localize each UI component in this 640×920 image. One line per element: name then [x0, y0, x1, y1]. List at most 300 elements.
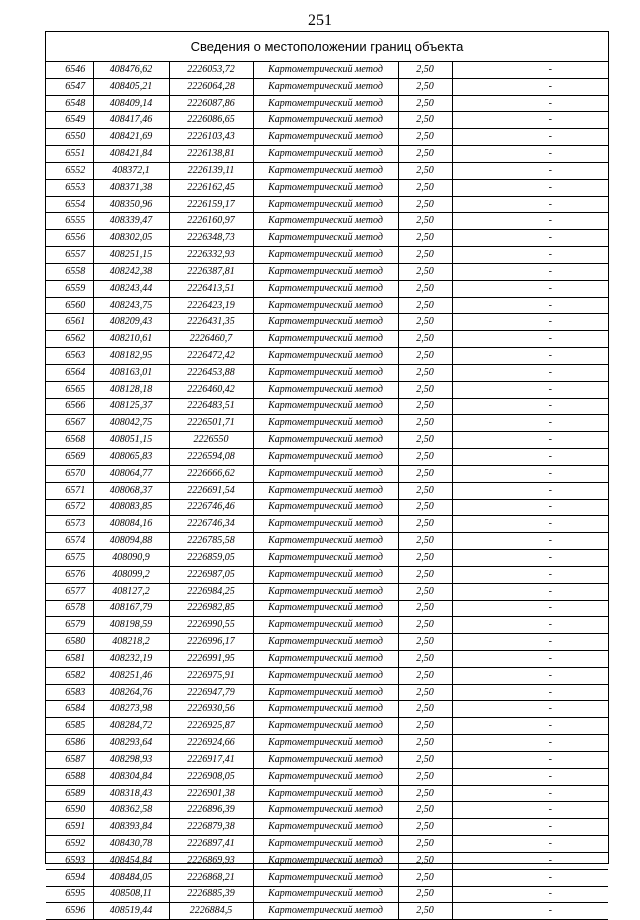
- accuracy-cell: 2,50: [398, 735, 452, 752]
- table-row: [46, 62, 608, 78]
- x-coordinate-cell: 408243,75: [93, 297, 169, 314]
- x-coordinate-cell: 408417,46: [93, 112, 169, 129]
- point-number-cell: 6563: [46, 348, 93, 365]
- y-coordinate-cell: 2226987,05: [169, 566, 253, 583]
- accuracy-cell: 2,50: [398, 95, 452, 112]
- y-coordinate-cell: 2226975,91: [169, 667, 253, 684]
- point-number-cell: 6553: [46, 179, 93, 196]
- point-number-cell: 6564: [46, 364, 93, 381]
- note-cell: -: [452, 634, 608, 651]
- note-cell: -: [452, 213, 608, 230]
- accuracy-cell: 2,50: [398, 869, 452, 886]
- x-coordinate-cell: 408251,15: [93, 247, 169, 264]
- point-number-cell: 6559: [46, 280, 93, 297]
- note-cell: -: [452, 129, 608, 146]
- y-coordinate-cell: 2226103,43: [169, 129, 253, 146]
- point-number-cell: 6592: [46, 836, 93, 853]
- note-cell: -: [452, 684, 608, 701]
- table-row: [46, 751, 608, 768]
- y-coordinate-cell: 2226859,05: [169, 550, 253, 567]
- table-row: [46, 533, 608, 550]
- x-coordinate-cell: 408232,19: [93, 650, 169, 667]
- table-row: [46, 819, 608, 836]
- note-cell: -: [452, 550, 608, 567]
- method-cell: Картометрический метод: [253, 62, 398, 78]
- method-cell: Картометрический метод: [253, 533, 398, 550]
- y-coordinate-cell: 2226472,42: [169, 348, 253, 365]
- table-row: [46, 78, 608, 95]
- point-number-cell: 6591: [46, 819, 93, 836]
- table-row: [46, 886, 608, 903]
- y-coordinate-cell: 2226159,17: [169, 196, 253, 213]
- method-cell: Картометрический метод: [253, 667, 398, 684]
- method-cell: Картометрический метод: [253, 230, 398, 247]
- note-cell: -: [452, 819, 608, 836]
- accuracy-cell: 2,50: [398, 634, 452, 651]
- x-coordinate-cell: 408264,76: [93, 684, 169, 701]
- accuracy-cell: 2,50: [398, 550, 452, 567]
- note-cell: -: [452, 566, 608, 583]
- table-row: [46, 566, 608, 583]
- table-row: [46, 348, 608, 365]
- note-cell: -: [452, 280, 608, 297]
- x-coordinate-cell: 408065,83: [93, 449, 169, 466]
- y-coordinate-cell: 2226138,81: [169, 146, 253, 163]
- point-number-cell: 6590: [46, 802, 93, 819]
- y-coordinate-cell: 2226453,88: [169, 364, 253, 381]
- x-coordinate-cell: 408251,46: [93, 667, 169, 684]
- table-row: [46, 129, 608, 146]
- method-cell: Картометрический метод: [253, 415, 398, 432]
- point-number-cell: 6585: [46, 718, 93, 735]
- note-cell: -: [452, 62, 608, 78]
- note-cell: -: [452, 230, 608, 247]
- point-number-cell: 6594: [46, 869, 93, 886]
- y-coordinate-cell: 2226930,56: [169, 701, 253, 718]
- method-cell: Картометрический метод: [253, 331, 398, 348]
- y-coordinate-cell: 2226064,28: [169, 78, 253, 95]
- point-number-cell: 6547: [46, 78, 93, 95]
- accuracy-cell: 2,50: [398, 146, 452, 163]
- y-coordinate-cell: 2226691,54: [169, 482, 253, 499]
- point-number-cell: 6593: [46, 852, 93, 869]
- method-cell: Картометрический метод: [253, 852, 398, 869]
- x-coordinate-cell: 408519,44: [93, 903, 169, 920]
- x-coordinate-cell: 408409,14: [93, 95, 169, 112]
- point-number-cell: 6557: [46, 247, 93, 264]
- accuracy-cell: 2,50: [398, 129, 452, 146]
- y-coordinate-cell: 2226460,7: [169, 331, 253, 348]
- x-coordinate-cell: 408163,01: [93, 364, 169, 381]
- y-coordinate-cell: 2226908,05: [169, 768, 253, 785]
- point-number-cell: 6582: [46, 667, 93, 684]
- y-coordinate-cell: 2226885,39: [169, 886, 253, 903]
- note-cell: -: [452, 415, 608, 432]
- y-coordinate-cell: 2226160,97: [169, 213, 253, 230]
- note-cell: -: [452, 331, 608, 348]
- method-cell: Картометрический метод: [253, 634, 398, 651]
- accuracy-cell: 2,50: [398, 78, 452, 95]
- accuracy-cell: 2,50: [398, 516, 452, 533]
- note-cell: -: [452, 482, 608, 499]
- y-coordinate-cell: 2226925,87: [169, 718, 253, 735]
- table-row: [46, 617, 608, 634]
- method-cell: Картометрический метод: [253, 869, 398, 886]
- accuracy-cell: 2,50: [398, 886, 452, 903]
- page-number: 251: [308, 12, 332, 29]
- note-cell: -: [452, 348, 608, 365]
- x-coordinate-cell: 408242,38: [93, 263, 169, 280]
- x-coordinate-cell: 408125,37: [93, 398, 169, 415]
- method-cell: Картометрический метод: [253, 280, 398, 297]
- method-cell: Картометрический метод: [253, 550, 398, 567]
- table-row: [46, 432, 608, 449]
- y-coordinate-cell: 2226996,17: [169, 634, 253, 651]
- point-number-cell: 6570: [46, 465, 93, 482]
- x-coordinate-cell: 408484,05: [93, 869, 169, 886]
- table-row: [46, 331, 608, 348]
- note-cell: -: [452, 247, 608, 264]
- x-coordinate-cell: 408430,78: [93, 836, 169, 853]
- method-cell: Картометрический метод: [253, 179, 398, 196]
- point-number-cell: 6571: [46, 482, 93, 499]
- method-cell: Картометрический метод: [253, 617, 398, 634]
- y-coordinate-cell: 2226483,51: [169, 398, 253, 415]
- table-row: [46, 247, 608, 264]
- point-number-cell: 6560: [46, 297, 93, 314]
- table-row: [46, 735, 608, 752]
- method-cell: Картометрический метод: [253, 263, 398, 280]
- x-coordinate-cell: 408362,58: [93, 802, 169, 819]
- accuracy-cell: 2,50: [398, 600, 452, 617]
- accuracy-cell: 2,50: [398, 566, 452, 583]
- point-number-cell: 6549: [46, 112, 93, 129]
- x-coordinate-cell: 408218,2: [93, 634, 169, 651]
- accuracy-cell: 2,50: [398, 785, 452, 802]
- note-cell: -: [452, 314, 608, 331]
- point-number-cell: 6566: [46, 398, 93, 415]
- note-cell: -: [452, 499, 608, 516]
- method-cell: Картометрический метод: [253, 819, 398, 836]
- method-cell: Картометрический метод: [253, 836, 398, 853]
- point-number-cell: 6562: [46, 331, 93, 348]
- method-cell: Картометрический метод: [253, 129, 398, 146]
- table-row: [46, 179, 608, 196]
- section-title: Сведения о местоположении границ объекта: [46, 32, 608, 62]
- note-cell: -: [452, 179, 608, 196]
- note-cell: -: [452, 852, 608, 869]
- y-coordinate-cell: 2226087,86: [169, 95, 253, 112]
- method-cell: Картометрический метод: [253, 465, 398, 482]
- table-row: [46, 381, 608, 398]
- x-coordinate-cell: 408068,37: [93, 482, 169, 499]
- table-row: [46, 230, 608, 247]
- coordinates-sheet: [45, 31, 609, 917]
- table-row: [46, 465, 608, 482]
- table-row: [46, 263, 608, 280]
- x-coordinate-cell: 408302,05: [93, 230, 169, 247]
- y-coordinate-cell: 2226666,62: [169, 465, 253, 482]
- accuracy-cell: 2,50: [398, 230, 452, 247]
- point-number-cell: 6575: [46, 550, 93, 567]
- point-number-cell: 6584: [46, 701, 93, 718]
- note-cell: -: [452, 364, 608, 381]
- method-cell: Картометрический метод: [253, 802, 398, 819]
- accuracy-cell: 2,50: [398, 751, 452, 768]
- point-number-cell: 6583: [46, 684, 93, 701]
- point-number-cell: 6579: [46, 617, 93, 634]
- accuracy-cell: 2,50: [398, 718, 452, 735]
- note-cell: -: [452, 650, 608, 667]
- point-number-cell: 6588: [46, 768, 93, 785]
- table-row: [46, 634, 608, 651]
- accuracy-cell: 2,50: [398, 583, 452, 600]
- x-coordinate-cell: 408421,84: [93, 146, 169, 163]
- y-coordinate-cell: 2226879,38: [169, 819, 253, 836]
- accuracy-cell: 2,50: [398, 247, 452, 264]
- y-coordinate-cell: 2226431,35: [169, 314, 253, 331]
- point-number-cell: 6596: [46, 903, 93, 920]
- table-row: [46, 768, 608, 785]
- y-coordinate-cell: 2226053,72: [169, 62, 253, 78]
- note-cell: -: [452, 583, 608, 600]
- point-number-cell: 6572: [46, 499, 93, 516]
- table-row: [46, 499, 608, 516]
- method-cell: Картометрический метод: [253, 78, 398, 95]
- method-cell: Картометрический метод: [253, 684, 398, 701]
- table-row: [46, 112, 608, 129]
- method-cell: Картометрический метод: [253, 196, 398, 213]
- x-coordinate-cell: 408051,15: [93, 432, 169, 449]
- table-row: [46, 516, 608, 533]
- accuracy-cell: 2,50: [398, 263, 452, 280]
- point-number-cell: 6576: [46, 566, 93, 583]
- table-row: [46, 550, 608, 567]
- y-coordinate-cell: 2226423,19: [169, 297, 253, 314]
- accuracy-cell: 2,50: [398, 213, 452, 230]
- accuracy-cell: 2,50: [398, 280, 452, 297]
- x-coordinate-cell: 408042,75: [93, 415, 169, 432]
- accuracy-cell: 2,50: [398, 768, 452, 785]
- x-coordinate-cell: 408182,95: [93, 348, 169, 365]
- point-number-cell: 6586: [46, 735, 93, 752]
- method-cell: Картометрический метод: [253, 247, 398, 264]
- table-row: [46, 314, 608, 331]
- note-cell: -: [452, 701, 608, 718]
- note-cell: -: [452, 751, 608, 768]
- y-coordinate-cell: 2226947,79: [169, 684, 253, 701]
- note-cell: -: [452, 886, 608, 903]
- x-coordinate-cell: 408421,69: [93, 129, 169, 146]
- coordinates-table: [46, 62, 608, 920]
- accuracy-cell: 2,50: [398, 667, 452, 684]
- point-number-cell: 6587: [46, 751, 93, 768]
- table-row: [46, 583, 608, 600]
- x-coordinate-cell: 408209,43: [93, 314, 169, 331]
- y-coordinate-cell: 2226387,81: [169, 263, 253, 280]
- x-coordinate-cell: 408393,84: [93, 819, 169, 836]
- point-number-cell: 6565: [46, 381, 93, 398]
- accuracy-cell: 2,50: [398, 852, 452, 869]
- x-coordinate-cell: 408350,96: [93, 196, 169, 213]
- note-cell: -: [452, 465, 608, 482]
- method-cell: Картометрический метод: [253, 566, 398, 583]
- accuracy-cell: 2,50: [398, 449, 452, 466]
- accuracy-cell: 2,50: [398, 819, 452, 836]
- x-coordinate-cell: 408304,84: [93, 768, 169, 785]
- note-cell: -: [452, 297, 608, 314]
- method-cell: Картометрический метод: [253, 583, 398, 600]
- point-number-cell: 6581: [46, 650, 93, 667]
- table-row: [46, 802, 608, 819]
- point-number-cell: 6550: [46, 129, 93, 146]
- method-cell: Картометрический метод: [253, 903, 398, 920]
- note-cell: -: [452, 112, 608, 129]
- y-coordinate-cell: 2226460,42: [169, 381, 253, 398]
- table-row: [46, 684, 608, 701]
- table-row: [46, 297, 608, 314]
- y-coordinate-cell: 2226868,21: [169, 869, 253, 886]
- table-row: [46, 667, 608, 684]
- y-coordinate-cell: 2226594,08: [169, 449, 253, 466]
- point-number-cell: 6578: [46, 600, 93, 617]
- method-cell: Картометрический метод: [253, 718, 398, 735]
- method-cell: Картометрический метод: [253, 381, 398, 398]
- note-cell: -: [452, 381, 608, 398]
- x-coordinate-cell: 408372,1: [93, 162, 169, 179]
- x-coordinate-cell: 408064,77: [93, 465, 169, 482]
- method-cell: Картометрический метод: [253, 314, 398, 331]
- accuracy-cell: 2,50: [398, 62, 452, 78]
- y-coordinate-cell: 2226924,66: [169, 735, 253, 752]
- table-row: [46, 482, 608, 499]
- table-row: [46, 718, 608, 735]
- method-cell: Картометрический метод: [253, 499, 398, 516]
- accuracy-cell: 2,50: [398, 684, 452, 701]
- x-coordinate-cell: 408476,62: [93, 62, 169, 78]
- y-coordinate-cell: 2226746,34: [169, 516, 253, 533]
- accuracy-cell: 2,50: [398, 364, 452, 381]
- method-cell: Картометрический метод: [253, 768, 398, 785]
- note-cell: -: [452, 735, 608, 752]
- method-cell: Картометрический метод: [253, 650, 398, 667]
- note-cell: -: [452, 785, 608, 802]
- y-coordinate-cell: 2226991,95: [169, 650, 253, 667]
- method-cell: Картометрический метод: [253, 516, 398, 533]
- method-cell: Картометрический метод: [253, 751, 398, 768]
- note-cell: -: [452, 718, 608, 735]
- accuracy-cell: 2,50: [398, 415, 452, 432]
- y-coordinate-cell: 2226785,58: [169, 533, 253, 550]
- x-coordinate-cell: 408508,11: [93, 886, 169, 903]
- note-cell: -: [452, 516, 608, 533]
- x-coordinate-cell: 408371,38: [93, 179, 169, 196]
- x-coordinate-cell: 408083,85: [93, 499, 169, 516]
- note-cell: -: [452, 449, 608, 466]
- method-cell: Картометрический метод: [253, 735, 398, 752]
- point-number-cell: 6580: [46, 634, 93, 651]
- x-coordinate-cell: 408198,59: [93, 617, 169, 634]
- point-number-cell: 6574: [46, 533, 93, 550]
- table-row: [46, 213, 608, 230]
- method-cell: Картометрический метод: [253, 348, 398, 365]
- accuracy-cell: 2,50: [398, 381, 452, 398]
- accuracy-cell: 2,50: [398, 836, 452, 853]
- accuracy-cell: 2,50: [398, 398, 452, 415]
- y-coordinate-cell: 2226746,46: [169, 499, 253, 516]
- y-coordinate-cell: 2226162,45: [169, 179, 253, 196]
- x-coordinate-cell: 408084,16: [93, 516, 169, 533]
- y-coordinate-cell: 2226884,5: [169, 903, 253, 920]
- method-cell: Картометрический метод: [253, 449, 398, 466]
- x-coordinate-cell: 408339,47: [93, 213, 169, 230]
- y-coordinate-cell: 2226897,41: [169, 836, 253, 853]
- x-coordinate-cell: 408298,93: [93, 751, 169, 768]
- y-coordinate-cell: 2226332,93: [169, 247, 253, 264]
- y-coordinate-cell: 2226869,93: [169, 852, 253, 869]
- accuracy-cell: 2,50: [398, 112, 452, 129]
- note-cell: -: [452, 432, 608, 449]
- accuracy-cell: 2,50: [398, 482, 452, 499]
- note-cell: -: [452, 869, 608, 886]
- accuracy-cell: 2,50: [398, 179, 452, 196]
- accuracy-cell: 2,50: [398, 802, 452, 819]
- table-row: [46, 162, 608, 179]
- point-number-cell: 6556: [46, 230, 93, 247]
- table-row: [46, 600, 608, 617]
- x-coordinate-cell: 408273,98: [93, 701, 169, 718]
- note-cell: -: [452, 162, 608, 179]
- point-number-cell: 6567: [46, 415, 93, 432]
- table-row: [46, 869, 608, 886]
- method-cell: Картометрический метод: [253, 213, 398, 230]
- note-cell: -: [452, 802, 608, 819]
- accuracy-cell: 2,50: [398, 314, 452, 331]
- method-cell: Картометрический метод: [253, 482, 398, 499]
- table-row: [46, 701, 608, 718]
- method-cell: Картометрический метод: [253, 364, 398, 381]
- x-coordinate-cell: 408454,84: [93, 852, 169, 869]
- point-number-cell: 6552: [46, 162, 93, 179]
- point-number-cell: 6546: [46, 62, 93, 78]
- point-number-cell: 6551: [46, 146, 93, 163]
- note-cell: -: [452, 617, 608, 634]
- note-cell: -: [452, 95, 608, 112]
- accuracy-cell: 2,50: [398, 348, 452, 365]
- y-coordinate-cell: 2226990,55: [169, 617, 253, 634]
- table-row: [46, 449, 608, 466]
- accuracy-cell: 2,50: [398, 533, 452, 550]
- table-row: [46, 415, 608, 432]
- method-cell: Картометрический метод: [253, 600, 398, 617]
- method-cell: Картометрический метод: [253, 886, 398, 903]
- table-row: [46, 852, 608, 869]
- x-coordinate-cell: 408243,44: [93, 280, 169, 297]
- y-coordinate-cell: 2226896,39: [169, 802, 253, 819]
- accuracy-cell: 2,50: [398, 331, 452, 348]
- note-cell: -: [452, 903, 608, 920]
- table-row: [46, 280, 608, 297]
- accuracy-cell: 2,50: [398, 617, 452, 634]
- note-cell: -: [452, 600, 608, 617]
- note-cell: -: [452, 78, 608, 95]
- y-coordinate-cell: 2226501,71: [169, 415, 253, 432]
- x-coordinate-cell: 408128,18: [93, 381, 169, 398]
- x-coordinate-cell: 408127,2: [93, 583, 169, 600]
- point-number-cell: 6595: [46, 886, 93, 903]
- accuracy-cell: 2,50: [398, 162, 452, 179]
- method-cell: Картометрический метод: [253, 112, 398, 129]
